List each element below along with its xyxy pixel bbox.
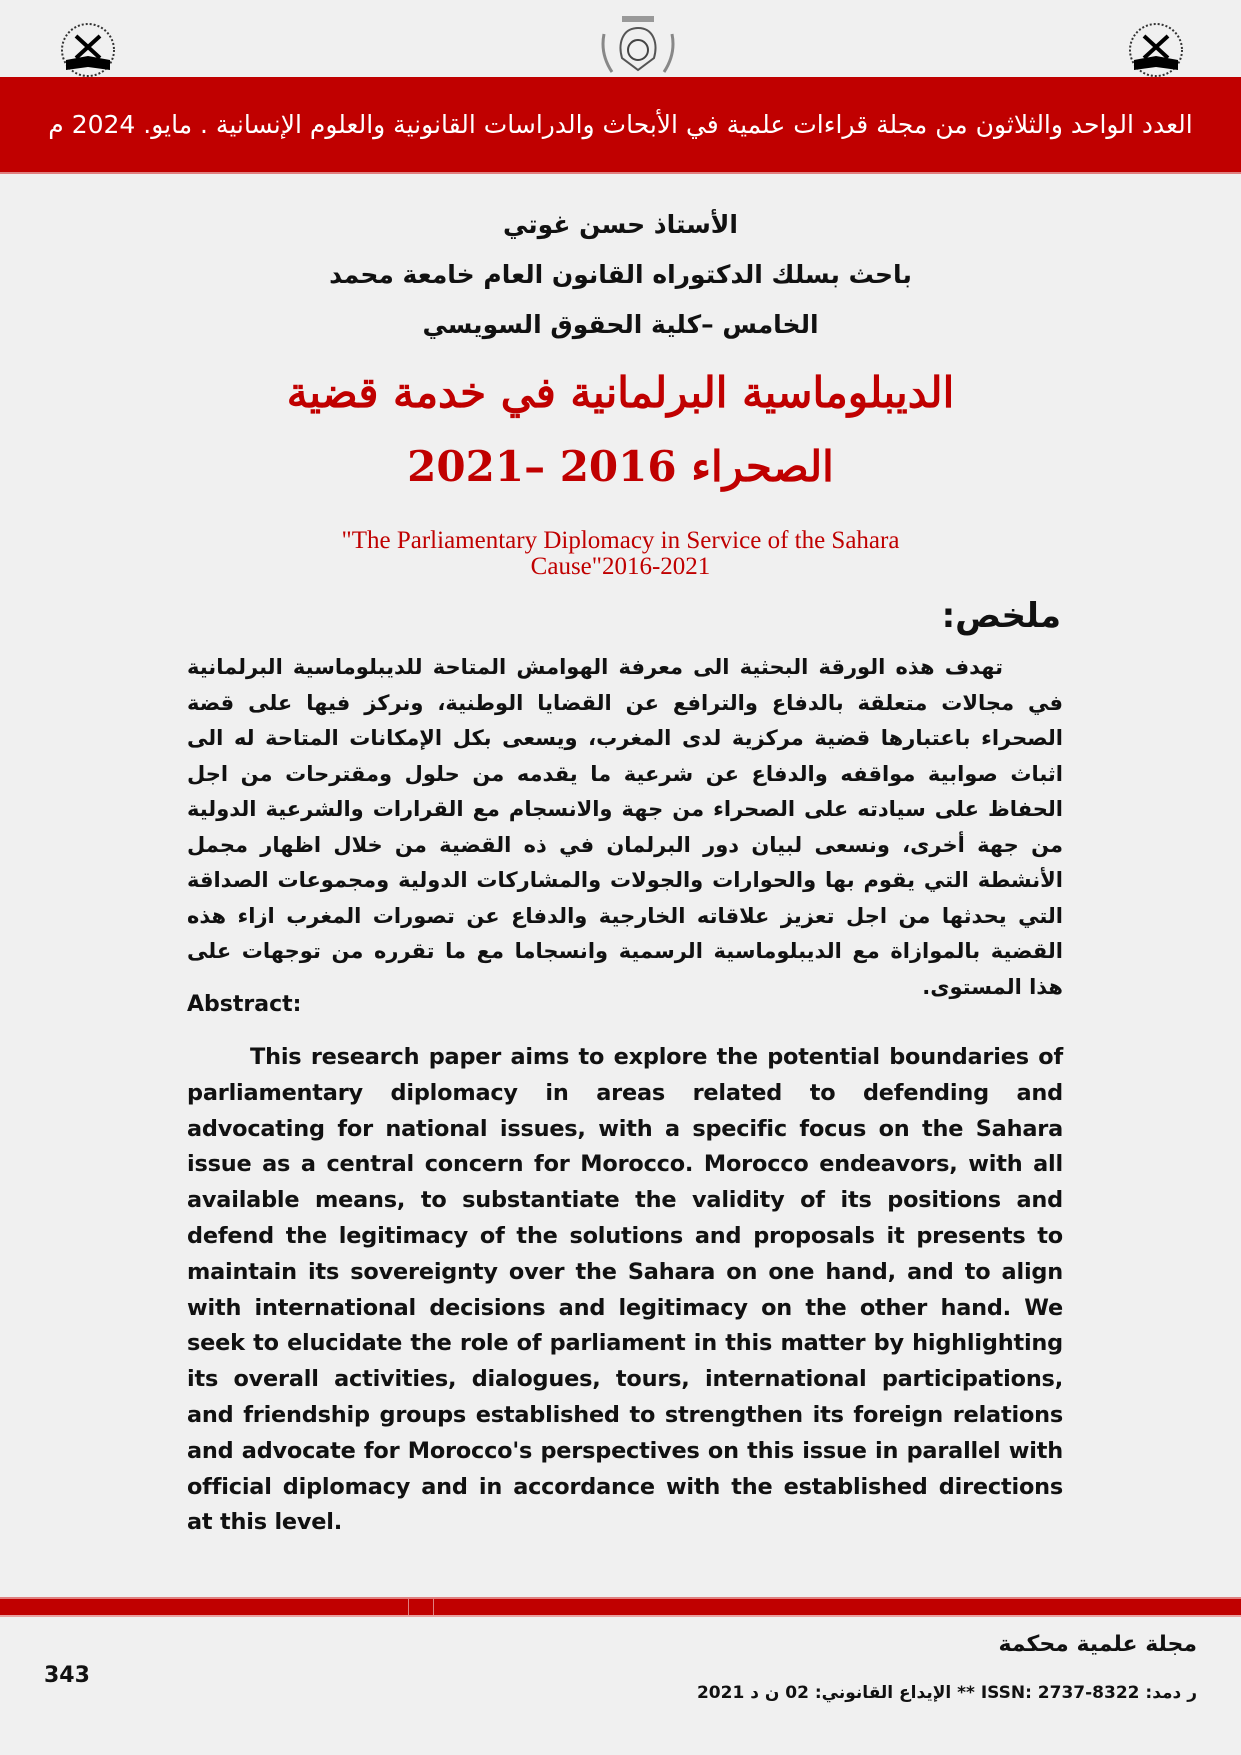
journal-name: مجلة علمية محكمة <box>998 1632 1197 1657</box>
english-abstract-text: This research paper aims to explore the potential boundaries of parliamentary diplomacy in areas related to defending and advocating for national issues, with a specific focus on the Sahara issue as a central concern for Morocco. Morocco endeavors, with all available means, to substantiate the validity of its positions and defend the legitimacy of the solutions and proposals it presents to maintain its sovereignty over the Sahara on one hand, and to align with international decisions and legitimacy on the other hand. We seek to elucidate the role of parliament in this matter by highlighting its overall activities, dialogues, tours, international participations, and friendship groups established to strengthen its foreign relations and advocate for Morocco's perspectives on this issue in parallel with official diplomacy and in accordance with the established directions at this level. <box>187 1044 1063 1536</box>
author-affiliation-2: الخامس –كلية الحقوق السويسي <box>422 310 819 339</box>
author-name: الأستاذ حسن غوتي <box>503 210 738 239</box>
journal-identifiers: ر دمد: ISSN: 2737-8322 ** الإيداع القانوني: 02 ن د 2021 <box>696 1683 1197 1703</box>
title-ar-line1: الديبلوماسية البرلمانية في خدمة قضية <box>286 368 955 417</box>
journal-logo-right <box>1114 22 1198 78</box>
journal-issue-banner <box>0 77 1241 174</box>
journal-logo-left <box>46 22 130 78</box>
english-abstract-heading: Abstract: <box>187 992 302 1017</box>
footer-divider <box>0 1597 1241 1617</box>
moroccan-emblem <box>592 14 684 76</box>
arabic-abstract-heading: ملخص: <box>941 596 1061 636</box>
banner-text: العدد الواحد والثلاثون من مجلة قراءات علمية في الأبحاث والدراسات القانونية والعلوم الإنسانية . مايو. 2024 م <box>48 110 1193 139</box>
title-ar-line2: الصحراء 2016 –2021 <box>407 442 834 491</box>
arabic-abstract-text: تهدف هذه الورقة البحثية الى معرفة الهوامش المتاحة للديبلوماسية البرلمانية في مجالات متعلقة بالدفاع والترافع عن القضايا الوطنية، ونركز فيها على قضة الصحراء باعتبارها قضية مركزية لدى المغرب، ويسعى بكل الإمكانات المتاحة له الى اثباث صوابية مواقفه والدفاع عن شرعية ما يقدمه من حلول ومقترحات من اجل الحفاظ على سيادته على الصحراء من جهة والانسجام مع القرارات والشرعية الدولية من جهة أخرى، ونسعى لبيان دور البرلمان في ذه القضية من خلال اظهار مجمل الأنشطة التي يقوم بها والحوارات والجولات والمشاركات الدولية ومجموعات الصداقة التي يحدثها من اجل تعزيز علاقاته الخارجية والدفاع عن تصورات المغرب ازاء هذه القضية بالموازاة مع الديبلوماسية الرسمية وانسجاما مع ما تقرره من توجهات على هذا المستوى. <box>187 655 1063 999</box>
page-number: 343 <box>44 1663 90 1688</box>
title-en-line2: Cause"2016-2021 <box>530 553 711 580</box>
title-en-line1: "The Parliamentary Diplomacy in Service of the Sahara <box>341 527 900 554</box>
author-affiliation-1: باحث بسلك الدكتوراه القانون العام خامعة محمد <box>329 260 912 289</box>
